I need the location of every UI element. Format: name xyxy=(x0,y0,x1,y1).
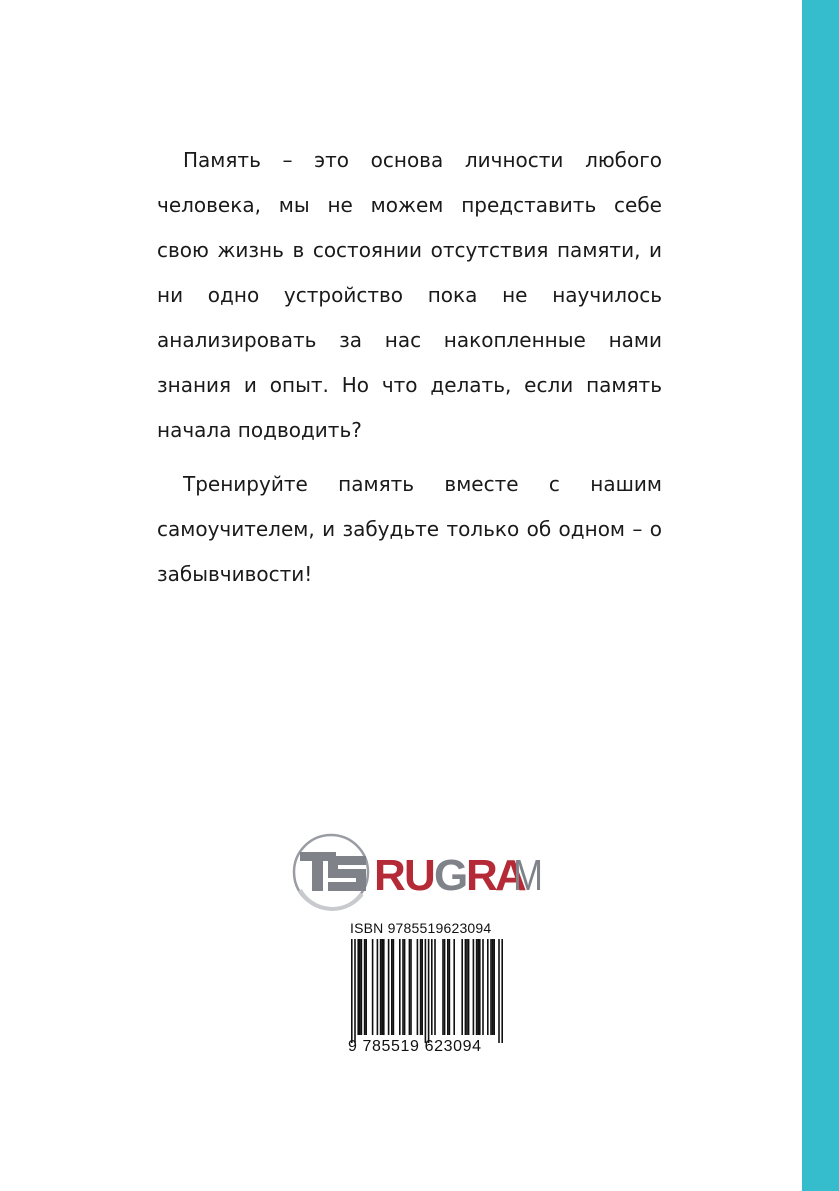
barcode-bar xyxy=(490,939,492,1035)
barcode-bar xyxy=(468,939,470,1035)
barcode-bar xyxy=(442,939,444,1035)
barcode-bar xyxy=(428,939,430,1043)
barcode-bar xyxy=(421,939,423,1035)
barcode-bar xyxy=(357,939,359,1035)
barcode-bar xyxy=(402,939,404,1035)
barcode-bar xyxy=(417,939,419,1035)
barcode-bar xyxy=(447,939,449,1035)
barcode-bar xyxy=(431,939,433,1035)
barcode-bar xyxy=(487,939,489,1035)
logo-letter-u: U xyxy=(404,851,436,900)
logo-letter-g: G xyxy=(434,851,469,900)
barcode-bar xyxy=(498,939,500,1043)
blurb-paragraph-2: Тренируйте память вместе с нашим самоучителем, и забудьте только об одном – о забывчивости! xyxy=(157,472,662,586)
isbn-label: ISBN 9785519623094 xyxy=(350,920,492,936)
barcode-bar xyxy=(381,939,383,1035)
barcode-bar xyxy=(453,939,455,1035)
logo-letter-a: A xyxy=(495,851,527,900)
barcode-bar xyxy=(492,939,494,1035)
barcode-bar xyxy=(364,939,366,1035)
barcode-bar xyxy=(409,939,411,1035)
barcode-bar xyxy=(434,939,436,1035)
barcode-bar xyxy=(393,939,395,1035)
barcode xyxy=(346,939,504,1043)
isbn-barcode-block xyxy=(346,920,504,1068)
barcode-bar xyxy=(351,939,353,1043)
barcode-bar xyxy=(501,939,503,1043)
barcode-bar xyxy=(399,939,401,1035)
barcode-bar xyxy=(473,939,475,1035)
barcode-bar xyxy=(493,939,495,1035)
barcode-bar xyxy=(461,939,463,1035)
publisher-logo xyxy=(288,832,543,912)
barcode-bar xyxy=(477,939,479,1035)
barcode-digits: 9 785519 623094 xyxy=(348,1038,482,1055)
barcode-bar xyxy=(404,939,406,1035)
logo-letter-m: M xyxy=(513,851,543,900)
barcode-bar xyxy=(383,939,385,1035)
barcode-bar xyxy=(354,939,356,1043)
logo-ring-shade xyxy=(300,890,362,909)
logo-s-letter xyxy=(328,856,366,891)
barcode-bar xyxy=(410,939,412,1035)
barcode-bar xyxy=(425,939,427,1043)
blurb-paragraph-1: Память – это основа личности любого человека, мы не можем представить себе свою жизнь в состоянии отсутствия памяти, и ни одно устройство пока не научилось анализировать за нас накопленные нами знания и опыт. Но что делать, если память начала подводить? xyxy=(157,148,662,442)
barcode-bar xyxy=(482,939,484,1035)
barcode-bar xyxy=(391,939,393,1035)
barcode-bar xyxy=(476,939,478,1035)
turquoise-edge-stripe xyxy=(802,0,839,1191)
logo-letter-r: R xyxy=(374,851,406,900)
barcode-bar xyxy=(377,939,379,1035)
barcode-bar xyxy=(479,939,481,1035)
barcode-bar xyxy=(444,939,446,1035)
barcode-bar xyxy=(420,939,422,1035)
barcode-bar xyxy=(361,939,363,1035)
barcode-bar xyxy=(372,939,374,1035)
barcode-bar xyxy=(449,939,451,1035)
barcode-bar xyxy=(388,939,390,1035)
barcode-bar xyxy=(466,939,468,1035)
barcode-bar xyxy=(380,939,382,1035)
logo-letter-r2: R xyxy=(466,851,498,900)
cover-blurb xyxy=(157,138,662,606)
barcode-bar xyxy=(465,939,467,1035)
barcode-bar xyxy=(365,939,367,1035)
barcode-bar xyxy=(359,939,361,1035)
